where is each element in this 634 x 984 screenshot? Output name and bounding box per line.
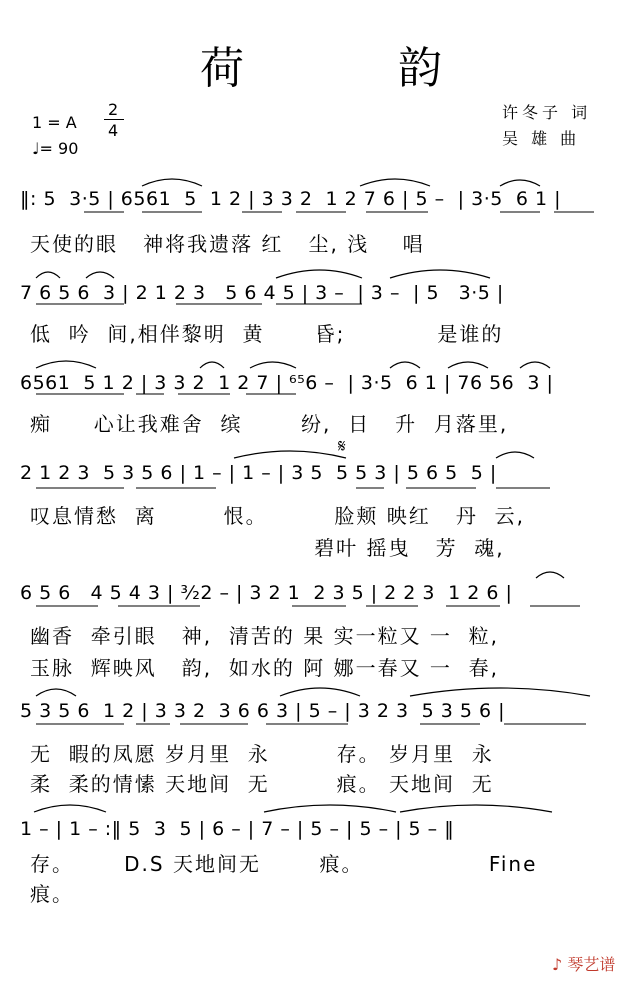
lyricist: 许冬子 词 [502,103,592,122]
notation-row-5: 6 5 6 4 5 4 3 | ³⁄₂2 – | 3 2 1 2 3 5 | 2 2 3 1 2 6 | [20,582,513,604]
time-signature-top: 2 [108,100,119,119]
lyrics-row-5-verse-1: 幽香 牵引眼 神, 清苦的 果 实一粒又 一 粒, [30,624,500,648]
lyrics-row-6-verse-2: 柔 柔的情愫 天地间 无 痕。 天地间 无 [30,772,494,796]
time-signature-bottom: 4 [108,121,119,140]
notation-row-6: 5 3 5 6 1 2 | 3 3 2 3 6 6 3 | 5 – | 3 2 3 5 3 5 6 | [20,700,506,722]
lyrics-row-4-verse-2: 碧叶 摇曳 芳 魂, [30,536,505,560]
key-signature: 1 = A [32,113,77,132]
segno-sign: 𝄋 [338,436,346,457]
lyrics-row-2: 低 吟 间,相伴黎明 黄 昏; 是谁的 [30,322,504,346]
notation-row-1: ‖: 5 3·5 | 6561 5 1 2 | 3 3 2 1 2 7 6 | 5 – | 3·5 6 1 | [20,188,562,210]
tempo-marking: ♩= 90 [32,139,79,158]
notation-row-7: 1 – | 1 – :‖ 5 3 5 | 6 – | 7 – | 5 – | 5 – | 5 – ‖ [20,818,455,840]
watermark-text: 琴艺谱 [567,955,616,974]
lyrics-row-7-verse-2: 痕。 [30,882,74,906]
lyrics-row-3: 痴 心让我难舍 缤 纷, 日 升 月落里, [30,412,509,436]
time-signature-bar [104,119,124,120]
notation-row-3: 6561 5 1 2 | 3 3 2 1 2 7 | ⁶⁵6 – | 3·5 6 1 | 76 56 3 | [20,372,554,394]
notation-row-4: 2 1 2 3 5 3 5 6 | 1 – | 1 – | 3 5 5 5 3 | 5 6 5 5 | [20,462,497,484]
lyrics-row-5-verse-2: 玉脉 辉映风 韵, 如水的 阿 娜一春又 一 春, [30,656,500,680]
credits [502,100,591,152]
notation-row-2: 7 6 5 6 3 | 2 1 2 3 5 6 4 5 | 3 – | 3 – | 5 3·5 | [20,282,504,304]
song-title: 荷 韵 [200,43,512,94]
watermark-logo-icon: ♪ [552,955,563,974]
watermark-logo [552,952,615,975]
lyrics-row-4-verse-1: 叹息情愁 离 恨。 脸颊 映红 丹 云, [30,504,525,528]
lyrics-row-7-verse-1: 存。 D.S 天地间无 痕。 Fine [30,852,538,876]
composer: 吴 雄 曲 [502,129,581,148]
lyrics-row-1: 天使的眼 神将我遗落 红 尘, 浅 唱 [30,232,425,256]
lyrics-row-6-verse-1: 无 暇的凤愿 岁月里 永 存。 岁月里 永 [30,742,494,766]
